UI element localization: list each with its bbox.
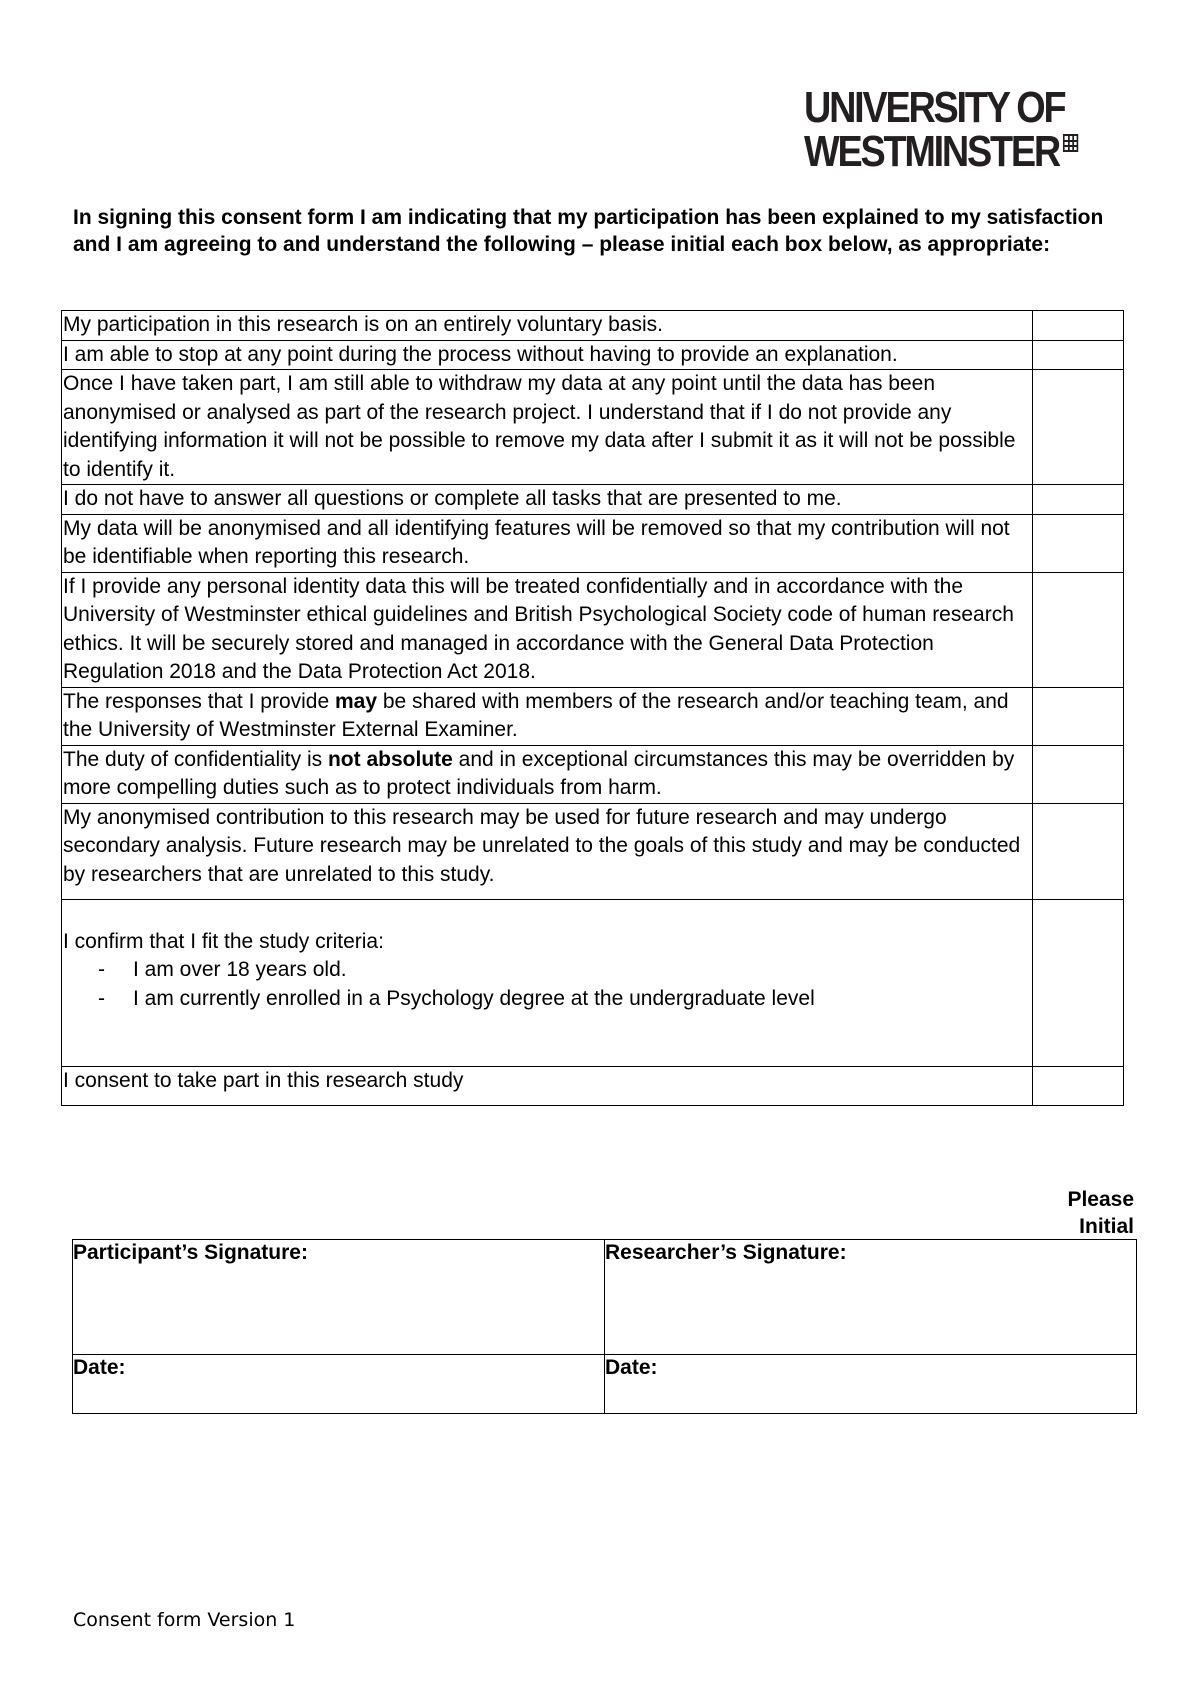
- participant-date-field[interactable]: [73, 1355, 605, 1414]
- initial-box[interactable]: [1032, 514, 1123, 572]
- participant-signature-field[interactable]: [73, 1240, 605, 1355]
- statement-cell: [62, 745, 1033, 803]
- consent-table: [61, 310, 1124, 1106]
- initial-box[interactable]: [1032, 311, 1123, 341]
- table-row: [62, 803, 1124, 899]
- final-consent-text: I consent to take part in this research study: [63, 1068, 464, 1092]
- statement-emphasis: may: [335, 689, 378, 713]
- initial-box[interactable]: [1032, 370, 1123, 485]
- table-row: [62, 1066, 1124, 1105]
- date-row: [73, 1355, 1137, 1414]
- participant-date-label: Date:: [73, 1356, 126, 1379]
- initial-box[interactable]: [1032, 572, 1123, 687]
- table-row: [62, 370, 1124, 485]
- initial-box[interactable]: [1032, 745, 1123, 803]
- dash-bullet: -: [98, 986, 105, 1010]
- dash-bullet: -: [98, 958, 105, 981]
- table-row: [62, 311, 1124, 341]
- statement-text: I am able to stop at any point during the process without having to provide an explanation.: [63, 342, 898, 366]
- initial-box[interactable]: [1032, 899, 1123, 1066]
- statement-text: If I provide any personal identity data this will be treated confidentially and in accordance with the University of Westminster ethical guidelines and British Psychological Society code of human research ethics. It will be securely stored and managed in accordance with the General Data Protection Regulation 2018 and the Data Protection Act 2018.: [63, 574, 1014, 683]
- statement-text: My anonymised contribution to this research may be used for future research and may undergo secondary analysis. Future research may be unrelated to the goals of this study and may be conducted by researchers that are unrelated to this study.: [63, 805, 1021, 886]
- initial-box[interactable]: [1032, 803, 1123, 899]
- initial-box[interactable]: [1032, 485, 1123, 515]
- logo-line-2-text: WESTMINSTER: [804, 127, 1060, 176]
- statement-cell: [62, 687, 1033, 745]
- criteria-item: [63, 985, 1031, 1014]
- statement-cell: [62, 803, 1033, 899]
- statement-text: My data will be anonymised and all identifying features will be removed so that my contribution will not be identifiable when reporting this research.: [63, 516, 1010, 568]
- statement-cell: [62, 572, 1033, 687]
- criteria-item: [63, 956, 1031, 985]
- statement-cell: [62, 485, 1033, 515]
- initial-box[interactable]: [1032, 687, 1123, 745]
- researcher-date-field[interactable]: [605, 1355, 1137, 1414]
- logo-mark-icon: [1062, 134, 1077, 152]
- statement-cell: [62, 370, 1033, 485]
- statement-text: be shared with members of the research and/or teaching team, and the University of Westminster External Examiner.: [63, 689, 1009, 741]
- statement-text: Once I have taken part, I am still able to withdraw my data at any point until the data has been anonymised or analysed as part of the research project. I understand that if I do not provide any identifying information it will not be possible to remove my data after I submit it as it will not be possible to identify it.: [63, 372, 1016, 481]
- statement-cell: [62, 514, 1033, 572]
- logo-line-2: [804, 127, 1078, 176]
- initial-box[interactable]: [1032, 340, 1123, 370]
- signature-row: [73, 1240, 1137, 1355]
- criteria-heading: I confirm that I fit the study criteria:: [63, 929, 384, 953]
- footer-version: Consent form Version 1: [73, 1609, 296, 1631]
- table-row: [62, 745, 1124, 803]
- researcher-signature-label: Researcher’s Signature:: [605, 1241, 847, 1264]
- statement-text: I do not have to answer all questions or complete all tasks that are presented to me.: [63, 487, 842, 510]
- criteria-cell: [62, 899, 1033, 1066]
- researcher-date-label: Date:: [605, 1356, 658, 1379]
- statement-cell: [62, 1066, 1033, 1105]
- statement-text: and in exceptional circumstances this may be overridden by more compelling duties such as to protect individuals from harm.: [63, 747, 1015, 799]
- table-row: [62, 514, 1124, 572]
- statement-text: My participation in this research is on an entirely voluntary basis.: [63, 313, 663, 336]
- logo-line-1: UNIVERSITY OF: [804, 83, 1065, 132]
- signature-table: [72, 1239, 1137, 1414]
- statement-emphasis: not absolute: [327, 747, 453, 771]
- table-row: [62, 572, 1124, 687]
- table-row: [62, 340, 1124, 370]
- researcher-signature-field[interactable]: [605, 1240, 1137, 1355]
- participant-signature-label: Participant’s Signature:: [73, 1241, 308, 1264]
- statement-cell: [62, 340, 1033, 370]
- table-row: [62, 687, 1124, 745]
- criteria-item-text: I am over 18 years old.: [133, 958, 347, 981]
- initial-box[interactable]: [1032, 1066, 1123, 1105]
- intro-text: In signing this consent form I am indicating that my participation has been explained to my satisfaction and I am agreeing to and understand the following – please initial each box below, as appropriate:: [73, 206, 1104, 256]
- university-logo: [804, 83, 1078, 176]
- please-initial-label: Please Initial: [1067, 1188, 1134, 1238]
- statement-text: The responses that I provide: [63, 689, 335, 713]
- statement-cell: [62, 311, 1033, 341]
- statement-text: The duty of confidentiality is: [63, 747, 328, 771]
- criteria-item-text: I am currently enrolled in a Psychology degree at the undergraduate level: [133, 986, 815, 1010]
- table-row: [62, 485, 1124, 515]
- table-row: [62, 899, 1124, 1066]
